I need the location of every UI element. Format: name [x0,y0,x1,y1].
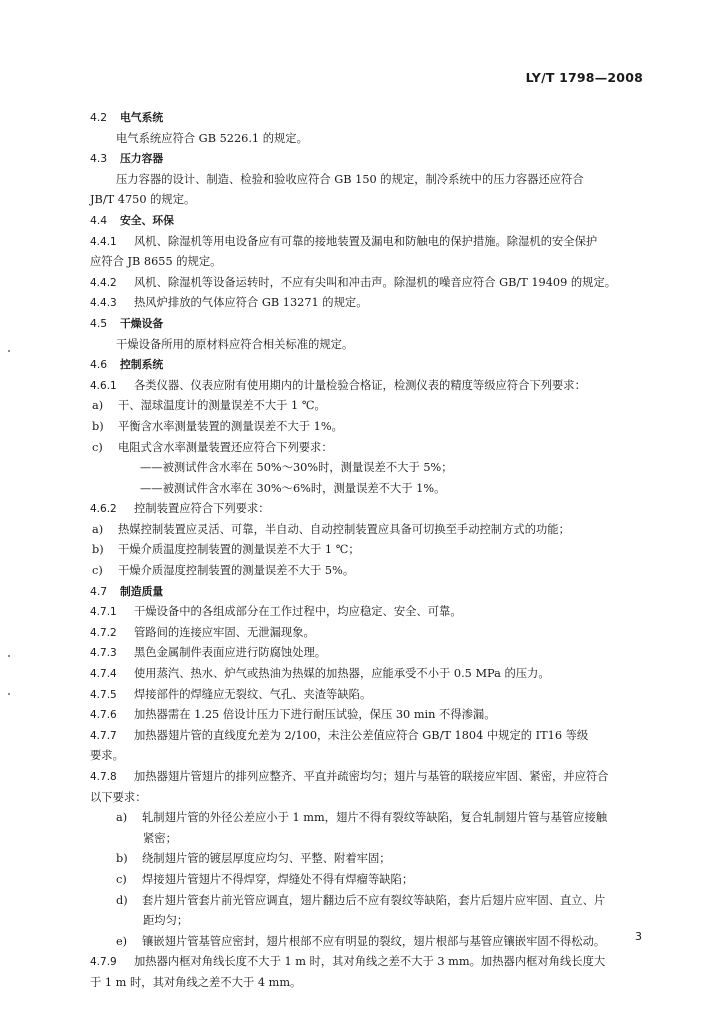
list-item-c [90,561,662,582]
clause-number: 4.7.9 [90,956,117,969]
clause-4-6-1 [90,376,662,397]
clause-4-7-5 [90,685,662,706]
section-title: 制造质量 [120,584,164,598]
section-title: 安全、环保 [120,213,174,227]
clause-number: 4.7.7 [90,729,117,742]
clause-number: 4.7.1 [90,606,117,619]
section-4-2-text: 电气系统应符合 GB 5226.1 的规定。 [116,131,308,145]
section-4-5-text: 干燥设备所用的原材料应符合相关标准的规定。 [116,337,354,351]
clause-text: 控制装置应符合下列要求： [134,502,270,516]
section-title: 控制系统 [120,358,164,372]
clause-number: 4.7.5 [90,688,117,701]
list-item-a [90,396,662,417]
clause-4-4-3 [90,293,662,314]
clause-text: 加热器内框对角线长度不大于 1 m 时，其对角线之差不大于 3 mm。加热器内框对角线长度大 [134,955,606,969]
clause-number: 4.7.6 [90,709,117,722]
clause-number: 4.4.2 [90,276,117,289]
list-marker: b) [116,852,128,866]
section-title: 压力容器 [120,152,164,166]
list-marker: a) [116,811,128,825]
list-item-a [90,808,662,829]
standard-code-header: LY/T 1798—2008 [525,70,643,85]
section-4-3-heading [90,149,662,170]
list-marker: d) [116,893,128,907]
section-number: 4.3 [90,152,108,166]
clause-text: 干燥设备中的各组成部分在工作过程中，均应稳定、安全、可靠。 [134,605,462,619]
clause-text: 风机、除湿机等设备运转时，不应有尖叫和冲击声。除湿机的噪音应符合 GB/T 19409 的规定。 [134,275,617,289]
clause-number: 4.7.2 [90,626,117,639]
list-marker: c) [92,564,103,578]
scan-speck [8,350,10,352]
clause-text: 管路间的连接应牢固、无泄漏现象。 [134,625,315,639]
list-text: 轧制翅片管的外径公差应小于 1 mm，翅片不得有裂纹等缺陷，复合轧制翅片管与基管应接触 [142,811,608,825]
clause-4-7-9 [90,952,662,973]
list-item-d [90,891,662,912]
page-number: 3 [635,930,642,943]
list-text: 电阻式含水率测量装置还应符合下列要求： [118,440,333,454]
list-item-b [90,849,662,870]
clause-number: 4.4.3 [90,297,117,310]
clause-4-7-8-cont: 以下要求： [90,790,147,804]
list-marker: e) [116,934,128,948]
list-item-b [90,540,662,561]
list-item-c [90,438,662,459]
clause-text: 焊接部件的焊缝应无裂纹、气孔、夹渣等缺陷。 [134,687,372,701]
section-title: 电气系统 [120,111,164,124]
clause-text: 风机、除湿机等用电设备应有可靠的接地装置及漏电和防触电的保护措施。除湿机的安全保护 [134,234,598,248]
list-text: 焊接翅片管翅片不得焊穿，焊缝处不得有焊瘤等缺陷； [142,872,414,886]
list-item-d-cont: 距均匀； [143,914,189,928]
clause-4-6-2 [90,499,662,520]
clause-text: 加热器翅片管的直线度允差为 2/100，未注公差值应符合 GB/T 1804 中规定的 IT16 等级 [134,728,589,742]
list-text: 镶嵌翅片管基管应密封，翅片根部不应有明显的裂纹，翅片根部与基管应镶嵌牢固不得松动。 [142,934,606,948]
clause-text: 各类仪器、仪表应附有使用期内的计量检验合格证，检测仪表的精度等级应符合下列要求： [134,378,586,392]
clause-text: 黑色金属制件表面应进行防腐蚀处理。 [134,646,327,660]
list-text: 热媒控制装置应灵活、可靠，半自动、自动控制装置应具备可切换至手动控制方式的功能； [118,522,570,536]
clause-text: 加热器需在 1.25 倍设计压力下进行耐压试验，保压 30 min 不得渗漏。 [134,708,496,722]
section-4-3-text: 压力容器的设计、制造、检验和验收应符合 GB 150 的规定，制冷系统中的压力容器还应符合 [116,172,584,186]
clause-4-7-7-cont: 要求。 [90,749,124,763]
section-number: 4.4 [90,213,108,227]
list-marker: a) [92,399,104,413]
section-number: 4.6 [90,358,108,372]
clause-text: 使用蒸汽、热水、炉气或热油为热媒的加热器，应能承受不小于 0.5 MPa 的压力。 [134,667,550,681]
list-marker: b) [92,419,104,433]
list-text: 绕制翅片管的镀层厚度应均匀、平整、附着牢固； [142,852,391,866]
dash-item-2: ——被测试件含水率在 30%～6%时，测量误差不大于 1%。 [140,481,446,495]
clause-number: 4.7.4 [90,668,117,681]
list-item-a [90,520,662,541]
clause-number: 4.4.1 [90,235,117,248]
clause-text: 加热器翅片管翅片的排列应整齐、平直并疏密均匀；翅片与基管的联接应牢固、紧密，并应符合 [134,770,609,783]
section-4-2-heading [90,108,662,129]
clause-4-4-1 [90,232,662,253]
clause-4-7-1 [90,602,662,623]
list-marker: b) [92,543,104,557]
list-marker: c) [92,440,103,454]
list-text: 平衡含水率测量装置的测量误差不大于 1%。 [118,419,343,433]
dash-item-1: ——被测试件含水率在 50%～30%时，测量误差不大于 5%； [140,461,453,475]
clause-number: 4.6.2 [90,503,117,516]
clause-4-7-2 [90,623,662,644]
section-4-4-heading [90,211,662,232]
list-text: 干燥介质湿度控制装置的测量误差不大于 5%。 [118,564,355,578]
section-4-6-heading [90,355,662,376]
list-item-b [90,417,662,438]
section-4-5-heading [90,314,662,335]
clause-4-7-7 [90,726,662,747]
clause-4-7-4 [90,664,662,685]
section-number: 4.7 [90,584,108,598]
clause-4-7-9-cont: 于 1 m 时，其对角线之差不大于 4 mm。 [90,975,302,989]
clause-number: 4.6.1 [90,379,117,392]
section-4-3-text-cont: JB/T 4750 的规定。 [90,193,196,207]
list-marker: a) [92,522,104,536]
section-number: 4.5 [90,316,108,330]
scan-speck [8,693,10,695]
clause-4-4-1-cont: 应符合 JB 8655 的规定。 [90,255,222,269]
section-number: 4.2 [90,111,108,124]
list-item-c [90,870,662,891]
list-item-e [90,932,662,953]
clause-4-7-8 [90,767,662,788]
section-4-7-heading [90,582,662,603]
list-text: 套片翅片管套片前光管应调直，翅片翻边后不应有裂纹等缺陷，套片后翅片应牢固、直立、片 [142,893,606,907]
clause-text: 热风炉排放的气体应符合 GB 13271 的规定。 [134,296,368,310]
document-body [90,108,662,994]
scan-speck [8,655,10,657]
section-title: 干燥设备 [120,316,164,330]
list-text: 干燥介质温度控制装置的测量误差不大于 1 ℃； [118,543,360,557]
clause-number: 4.7.3 [90,647,117,660]
clause-4-7-3 [90,643,662,664]
list-item-a-cont: 紧密； [143,831,177,845]
clause-number: 4.7.8 [90,771,117,783]
clause-4-7-6 [90,705,662,726]
list-text: 干、湿球温度计的测量误差不大于 1 ℃。 [118,399,326,413]
clause-4-4-2 [90,273,662,294]
list-marker: c) [116,872,127,886]
